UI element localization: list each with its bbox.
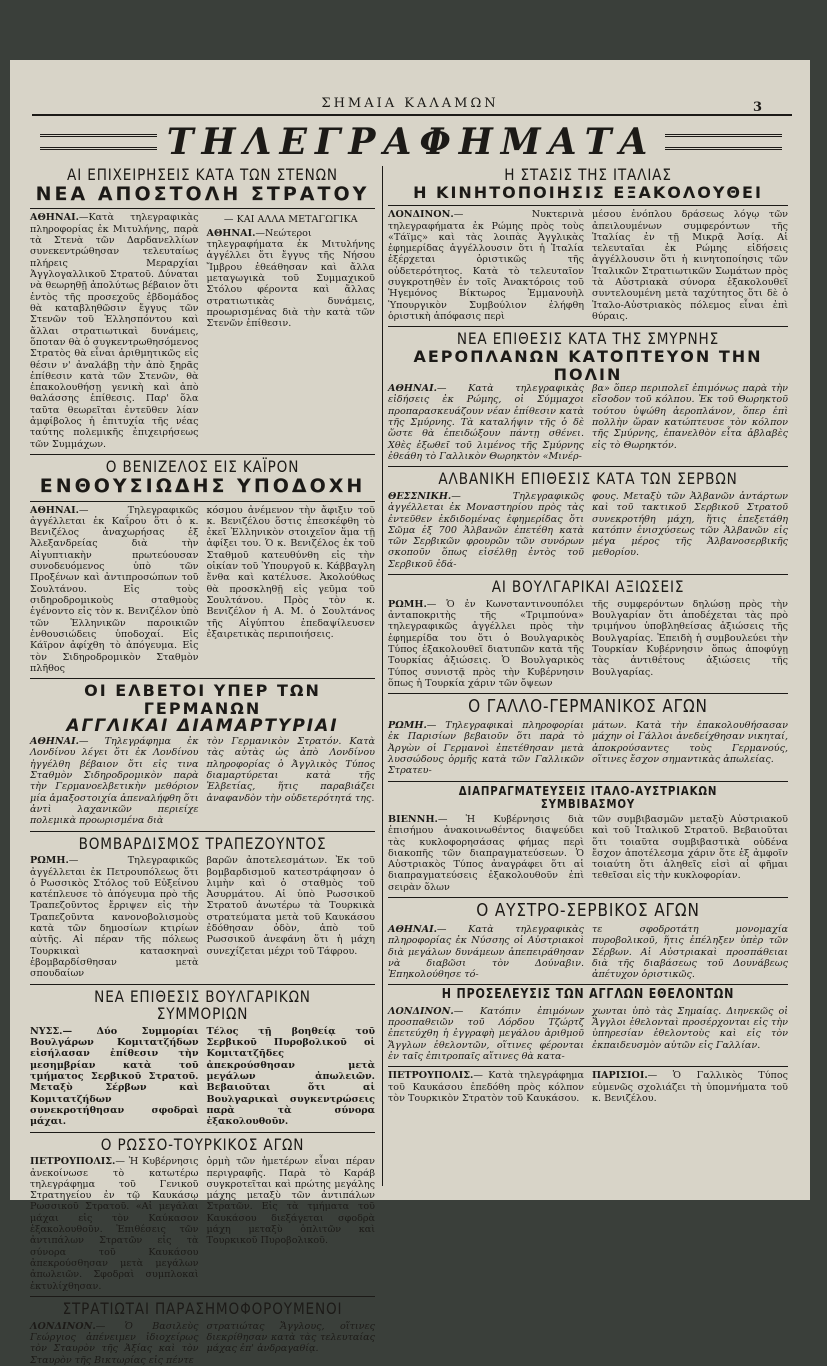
body-text: — Ὁ Γαλλικὸς Τύπος εὐμενῶς σχολιάζει τὴ ὑπομνήματα τοῦ κ. Βενιζέλου. (592, 1070, 788, 1104)
article-body (30, 1026, 375, 1128)
dateline: ΑΘΗΝΑΙ. (206, 227, 256, 239)
article-bulgarian-claims (388, 578, 788, 689)
divider (30, 208, 375, 209)
dateline: ΝΥΣΣ. (30, 1025, 63, 1037)
dateline: ΑΘΗΝΑΙ. (30, 504, 79, 516)
article-body (388, 1070, 788, 1104)
body-text: βα» ὅπερ περιπολεῖ ἐπιμόνως παρὰ τὴν εἴσοδον τοῦ κόλπου. Ἐκ τοῦ Θωρηκτοῦ τούτου ὑψώθη ἀεροπλάνον, ὅπερ ἐπὶ πολλὴν ὥραν κατώπτευσε τὸν κόλπον τῆς Σμύρνης, ἐπανελθὸν εἶτα ἀβλαβὲς εἰς τὸ Θωρηκτόν. (592, 383, 788, 451)
body-text: — Τηλεγράφημα ἐκ Λονδίνου λέγει ὅτι ἐκ Λονδίνου ἠγγέλθη βέβαιον ὅτι εἰς τινα Σταθμὸν Σιδηροδρομικὸν παρὰ τὴν Γερμανοελβετικὴν μεθόριον μία ἁμαξοστοιχία ἀπεναλήφθη ὅτι ἀντὶ λαχανικῶν περιείχε πολεμικὰ προωρισμένα διὰ (30, 736, 199, 827)
banner (30, 122, 792, 162)
body-text: — Τηλεγραφικῶς ἀγγέλλεται ἐκ Καΐρου ὅτι ὁ κ. Βενιζέλος ἀναχωρήσας ἐξ Ἀλεξανδρείας διὰ τὴν Αἰγυπτιακὴν πρωτεύουσαν συνοδευόμενος ὑπὸ τῶν Προξένων καὶ ἀντιπροσώπων τοῦ Σουλτάνου. Εἰς τοὺς σιδηροδρομικοὺς σταθμοὺς ἐγένοντο εἰς τὸν κ. Βενιζέλον ὑπὸ τῶν Ἑλληνικῶν παροικιῶν ἐνθουσιώδεις ὑποδοχαί. Εἰς Κάϊρον ἀφίχθη τὸ ἀπόγευμα. Εἰς τὸν Σιδηροδρομικὸν Σταθμὸν πλῆθος (30, 504, 199, 674)
divider (30, 454, 375, 455)
subheadline: ΕΝΘΟΥΣΙΩΔΗΣ ΥΠΟΔΟΧΗ (39, 474, 366, 497)
article-body (388, 209, 788, 322)
headline: Ο ΒΕΝΙΖΕΛΟΣ ΕΙΣ ΚΑΪΡΟΝ (105, 457, 300, 477)
column-divider (382, 166, 383, 1186)
body-text: — Κατὰ τηλεγραφικὰς πληροφορίας ἐκ Νύσσης οἱ Αὐστριακοὶ διὰ μεγάλων δυνάμεων ἀπεπειράθησαν νὰ διαβῶσι τὸν Δούναβιν. Ἐπηκολούθησε τό- (388, 923, 584, 981)
body-text: — Δύο Συμμορίαι Βουλγάρων Κομιτατζήδων εἰσήλασαν ἐπίθεσιν τὴν μεσημβρίαν κατὰ τοῦ τμήματος Σερβικοῦ Στρατοῦ. Μεταξὺ Σέρβων καὶ Κομιτατζήδων συνεκροτήθησαν σφοδραὶ μάχαι. (30, 1025, 199, 1128)
body-text: — Τηλεγραφικῶς ἀγγέλλεται ἐκ Πετρουπόλεως ὅτι ὁ Ρωσσικὸς Στόλος τοῦ Εὐξείνου κατέπλευσε τὸ ἀπόγευμα πρὸ τῆς Τραπεζοῦντος ἔρριψεν εἰς τὴν Τραπεζοῦντα κανονοβολισμοὺς κατὰ τῶν δημοσίων κτιρίων αὐτῆς. Αἱ πέραν τῆς πόλεως Τουρκικαὶ κατασκηναὶ ἐβομβαρδίσθησαν μετὰ σπουδαίων (30, 855, 199, 980)
body-text: — Τηλεγραφικῶς ἀγγέλλεται ἐκ Μοναστηρίου πρὸς τὰς ἐντεῦθεν ἐκδιδομένας ἐφημερίδας ὅτι Σῶμα ἐξ 700 Ἀλβανῶν ἐπετέθη κατὰ τῶν Σερβικῶν φρουρῶν τῶν συνόρων σκοποῦν ὅπως εἰσέλθῃ ἐντὸς τοῦ Σερβικοῦ ἐδά- (388, 490, 584, 570)
body-text: — Νυκτερινὰ τηλεγραφήματα ἐκ Ρώμης πρὸς τοὺς «Τάϊμς» καὶ τὰς λοιπὰς Ἀγγλικὰς ἐφημερίδας ἀγγέλλουσιν ὅτι ἡ Ἰταλία ἐξέρχεται ὁριστικῶς τῆς οὐδετερότητος. Κατὰ τὸ τελευταῖον συγκροτηθὲν ἐν τοῖς Ἀνακτόροις τοῦ Ἡγεμόνος Βίκτωρος Ἐμμανουὴλ Ὑπουργικὸν Συμβούλιον ἐλήφθη ὁριστικὴ ἀπόφασις περὶ (388, 209, 584, 322)
subhead-text: — ΚΑΙ ΑΛΛΑ ΜΕΤΑΓΩΓΙΚΑ (223, 214, 358, 226)
article-body (388, 491, 788, 570)
dateline: ΒΙΕΝΝΗ. (388, 813, 438, 825)
headline: Ο ΑΥΣΤΡΟ-ΣΕΡΒΙΚΟΣ ΑΓΩΝ (476, 900, 700, 922)
article-austro-serbian (388, 901, 788, 980)
article-body (30, 1156, 375, 1292)
dateline: ΠΑΡΙΣΙΟΙ. (592, 1070, 648, 1082)
body-text: κόσμου ἀνέμενον τὴν ἄφιξιν τοῦ κ. Βενιζέλου ὅστις ἐπεσκέφθη τὸ ἐκεῖ Ἑλληνικὸν στοιχεῖον ἅμα τῇ ἀφίξει του. Ὁ κ. Βενιζέλος ἐκ τοῦ Σταθμοῦ κατευθύνθη εἰς τὴν οἰκίαν τοῦ Ὑπουργοῦ κ. Κάββαγλη ἔνθα καὶ κατέλυσε. Ἀκολούθως θὰ προσκληθῇ εἰς γεῦμα τοῦ Σουλτάνου. Πρὸς τὸν κ. Βενιζέλον ἡ Α. Μ. ὁ Σουλτάνος τῆς Αἰγύπτου ἐπεδαψίλευσεν ἐξαιρετικὰς περιποιήσεις. (206, 504, 375, 640)
body-text: μέσου ἐνόπλου δράσεως λόγῳ τῶν ἀπειλουμένων συμφερόντων τῆς Ἰταλίας ἐν τῇ Μικρᾷ Ἀσίᾳ. Αἱ τελευταῖαι ἐκ Ρώμης εἰδήσεις ἀγγέλλουσιν ὅτι ἡ κινητοποίησις τῶν Ἰταλικῶν Στρατιωτικῶν Σωμάτων πρὸς τὰ Αὐστριακὰ σύνορα ἐξακολουθεῖ συντελουμένη μετὰ ταχύτητος ὅτι δὲ ὁ Ἰταλο-Αὐστριακὸς πόλεμος εἶναι ἐπὶ θύραις. (592, 209, 788, 322)
article-italo-austrian (388, 785, 788, 894)
dateline: ΑΘΗΝΑΙ. (30, 212, 79, 224)
body-text: —Νεώτεροι τηλεγραφήματα ἐκ Μιτυλήνης ἀγγέλλει ὅτι ἔγγυς τῆς Νήσου Ἴμβρου ἐθεάθησαν καὶ ἄλλα μεταγωγικὰ τοῦ Συμμαχικοῦ Στόλου φέροντα καὶ ἄλλας στρατιωτικὰς δυνάμεις, προωρισμένας διὰ τὴν κατὰ τῶν Στενῶν ἐπίθεσιν. (206, 227, 375, 330)
divider (30, 1132, 375, 1133)
dateline: ΡΩΜΗ. (388, 719, 427, 731)
dateline: ΠΕΤΡΟΥΠΟΛΙΣ. (388, 1070, 474, 1082)
body-text: — Κατόπιν ἐπιμόνων προσπαθειῶν τοῦ Λόρδου Τζώρτζ ἐπετεύχθη ἡ ἐγγραφὴ μεγάλου ἀριθμοῦ Ἄγγλων ἐθελοντῶν, οἵτινες φέρονται ἐν ταῖς ἐπιτροπαῖς αἵτινες θὰ κατα- (388, 1005, 584, 1062)
headline: ΔΙΑΠΡΑΓΜΑΤΕΥΣΕΙΣ ΙΤΑΛΟ-ΑΥΣΤΡΙΑΚΩΝ ΣΥΜΒΙΒΑΣΜΟΥ (458, 783, 718, 811)
dateline: ΑΘΗΝΑΙ. (30, 736, 79, 748)
article-italy (388, 166, 788, 322)
body-text: Τέλος τῇ βοηθείᾳ τοῦ Σερβικοῦ Πυροβολικοῦ οἱ Κομιτατζῆδες ἀπεκρούσθησαν μετὰ μεγάλων ἀπωλειῶν. Βεβαιοῦται ὅτι αἱ Βουλγαρικαὶ συγκεντρώσεις παρὰ τὰ σύνορα ἐξακολουθοῦν. (206, 1025, 375, 1128)
subheadline: Η ΚΙΝΗΤΟΠΟΙΗΣΙΣ ΕΞΑΚΟΛΟΥΘΕΙ (413, 182, 763, 202)
subheadline: ΑΕΡΟΠΛΑΝΩΝ ΚΑΤΟΠΤΕΥΟΝ ΤΗΝ ΠΟΛΙΝ (413, 346, 763, 384)
divider (30, 831, 375, 832)
headline: Ο ΡΩΣΣΟ-ΤΟΥΡΚΙΚΟΣ ΑΓΩΝ (100, 1134, 305, 1154)
dateline: ΛΟΝΔΙΝΟΝ. (388, 209, 454, 221)
article-body (388, 720, 788, 777)
article-body (388, 1006, 788, 1063)
subheadline: ΝΕΑ ΑΠΟΣΤΟΛΗ ΣΤΡΑΤΟΥ (35, 182, 370, 205)
article-body (30, 736, 375, 827)
article-franco-german (388, 697, 788, 776)
body-text: τῶν συμβιβασμῶν μεταξὺ Αὐστριακοῦ καὶ τοῦ Ἰταλικοῦ Στρατοῦ. Βεβαιοῦται ὅτι τοιαῦτα συμβιβαστικὰ οὐδένα ἔσχον ἀποτέλεσμα χάριν ὅτε ἐξ ἀμφοῖν τοιαύτη ὅτι ἀληθεῖς εἰσὶ αἱ φῆμαι τεθεῖσαι εἰς τὴν κυκλοφορίαν. (592, 813, 788, 882)
divider (30, 984, 375, 985)
divider (388, 1066, 788, 1067)
dateline: ΡΩΜΗ. (388, 598, 427, 610)
body-text: στρατιώτας Ἄγγλους, οἵτινες διεκρίθησαν κατὰ τὰς τελευταίας μάχας ἐπ' ἀνδραγαθίᾳ. (206, 1320, 375, 1355)
body-text: χωνται ὑπὸ τὰς Σημαίας. Διηνεκῶς οἱ Ἄγγλοι ἐθελονταὶ προσέρχονται εἰς τὴν ὑπηρεσίαν ἐθελοντοὺς καὶ εἰς τὸν ἐκπαιδευσμὸν αὐτῶν εἰς Γαλλίαν. (592, 1005, 788, 1051)
divider (388, 466, 788, 467)
body-text: ὁρμὴ τῶν ἡμετέρων εἶναι πέραν περιγραφῆς. Παρὰ τὸ Καράβ συγκροτεῖται καὶ πρώτης μεγάλης μάχης μεταξὺ τῶν ἀντιπάλων Στρατῶν. Εἰς τὰ τμήματα τοῦ Καυκάσου διεξάγεται σφοδρὰ μάχη μεταξὺ ὁπλιτῶν καὶ Τουρκικοῦ Πυροβολικοῦ. (206, 1156, 375, 1247)
headline: Η ΣΤΑΣΙΣ ΤΗΣ ΙΤΑΛΙΑΣ (504, 165, 672, 184)
headline: ΟΙ ΕΛΒΕΤΟΙ ΥΠΕΡ ΤΩΝ ΓΕΡΜΑΝΩΝ (84, 681, 321, 718)
body-text: τῆς συμφερόντων δηλώσῃ πρὸς τὴν Βουλγαρίαν ὅτι ἀποδέχεται τὰς πρὸ τριμήνου ὑποβληθείσας ἀξιώσεις τῆς Βουλγαρίας. Ἐπειδὴ ἡ συμβουλεύει τὴν Τουρκίαν Κυβέρνησιν ὅπως ἀποφύγῃ τὰς ἀντιθέτους ἀξιώσεις τῆς Βουλγαρίας. (592, 598, 788, 678)
headline: ΝΕΑ ΕΠΙΘΕΣΙΣ ΚΑΤΑ ΤΗΣ ΣΜΥΡΝΗΣ (456, 329, 720, 349)
article-english-volunteers (388, 988, 788, 1062)
body-text: τε σφοδροτάτη μονομαχία πυροβολικοῦ, ἥτις ἐπέληξεν ὑπὲρ τῶν Σέρβων. Αἱ Αὐστριακαὶ προσπάθειαι διὰ τῆς διαβάσεως τοῦ Δουνάβεως ἀπέτυχον ὁριστικῶς. (592, 923, 788, 981)
body-text: —Κατὰ τηλεγραφικὰς πληροφορίας ἐκ Μιτυλήνης, παρὰ τὰ Στενὰ τῶν Δαρδανελλίων συνεκεντρώθησαν τελευταίως πλήρεις Μεραρχίαι Ἀγγλογαλλικοῦ Στρατοῦ. Δύναται νὰ θεωρηθῇ ἀπολύτως βέβαιον ὅτι ἐντὸς τῆς προσεχοῦς ἑβδομάδος θὰ καταβληθῶσιν ἔγγυς τῶν Στενῶν τοῦ Ἑλλησπόντου καὶ ἄλλαι στρατιωτικαὶ δυνάμεις, ὅποταν θὰ ὁ συγκεντρωθησόμενος Στρατὸς θὰ εἶναι ἀριθμητικῶς εἰς θέσιν ν' ἀναλάβῃ τὴν ἀπὸ ξηρᾶς ἐπίθεσιν κατὰ τῶν Στενῶν, θὰ ἐπακολουθήσῃ γενικὴ καὶ ἀπὸ θαλάσσης ἐπίθεσις. Παρ' ὅλα ταῦτα θεωρεῖται ἐντεῦθεν λίαν ἀμφίβολος ἡ ἐπιτυχία τῆς νέας ταύτης πολεμικῆς ἐπιχειρήσεως τῶν Συμμάχων. (30, 212, 199, 450)
banner-title: ΤΗΛΕΓΡΑΦΗΜΑΤΑ (166, 121, 656, 163)
body-text: — Τηλεγραφικαὶ πληροφορίαι ἐκ Παρισίων βεβαιοῦν ὅτι παρὰ τὸ Ἀργὼν οἱ Γερμανοὶ ἐπετέθησαν μετὰ λυσσώδους ὁρμῆς κατὰ τῶν Γαλλικῶν Στρατευ- (388, 719, 584, 777)
headline: ΑΙ ΒΟΥΛΓΑΡΙΚΑΙ ΑΞΙΩΣΕΙΣ (491, 577, 685, 597)
divider (30, 678, 375, 679)
article-albanian (388, 470, 788, 570)
divider (388, 205, 788, 206)
dateline: ΛΟΝΔΙΝΟΝ. (30, 1320, 96, 1332)
newspaper-page (10, 60, 810, 1366)
divider (30, 501, 375, 502)
article-smyrna (388, 330, 788, 462)
body-text: μάτων. Κατὰ τὴν ἐπακολουθήσασαν μάχην οἱ Γάλλοι ἀνεδείχθησαν νικηταί, ἀποκρούσαντες τοὺς Γερμανούς, οἵτινες ἔσχον σημαντικὰς ἀπωλείας. (592, 719, 788, 765)
body-text: — Ὁ Βασιλεὺς Γεώργιος ἀπένειμεν ἰδιοχείρως τὸν Σταυρὸν τῆς Ἀξίας καὶ τὸν Σταυρὸν τῆς Βικτωρίας εἰς πέντε (30, 1320, 199, 1366)
headline: ΑΛΒΑΝΙΚΗ ΕΠΙΘΕΣΙΣ ΚΑΤΑ ΤΩΝ ΣΕΡΒΩΝ (438, 469, 738, 489)
article-body (30, 1321, 375, 1366)
article-body (388, 814, 788, 893)
body-text: — Ἡ Κυβέρνησις ἀνεκοίνωσε τὸ κατωτέρω τηλεγράφημα τοῦ Γενικοῦ Στρατηγείου ἐν τῷ Καυκάσῳ Ρωσσικοῦ Στρατοῦ. «Αἱ μεγάλαι μάχαι εἰς τὸν Καύκασον ἐξακολουθοῦν. Ἐπιθέσεις τῶν ἀντιπάλων Στρατῶν εἰς τὰ σύνορα τοῦ Καυκάσου ἀπεκρούσθησαν μετὰ μεγάλων ἀπωλειῶν. Σφοδραὶ συμπλοκαὶ ἐκτυλίχθησαν. (30, 1156, 199, 1292)
body-text: βαρῶν ἀποτελεσμάτων. Ἐκ τοῦ βομβαρδισμοῦ κατεστράφησαν ὁ λιμὴν καὶ ὁ σταθμὸς τοῦ Ἀσυρμάτου. Αἱ ὑπὸ Ρωσσικοῦ Στρατοῦ ἀνωτέρω τὰ Τουρκικὰ στρατεύματα μετὰ τοῦ Καυκάσου ἐδόθησαν ὁδὸν, ἀπὸ τοῦ Ρωσσικοῦ ἀνεφάνη ὅτι ἡ μάχη συνεχίζεται μέχρι τοῦ Τάφρου. (206, 855, 375, 957)
left-column (30, 165, 375, 1366)
body-text: — Ἡ Κυβέρνησις διὰ ἐπισήμου ἀνακοινωθέντος διαψεύδει τὰς κυκλοφορησάσας φήμας περὶ διακοπῆς τῶν διαπραγματεύσεων. Ὁ Αὐστριακὸς Τύπος ἀναγράφει ὅτι αἱ διαπραγματεύσεις ἐξακολουθοῦν ἐπὶ σειρὰν ὅλων (388, 813, 584, 893)
divider (388, 984, 788, 985)
article-bulgarian-bands (30, 988, 375, 1128)
dateline: ΠΕΤΡΟΥΠΟΛΙΣ. (30, 1156, 116, 1168)
headline: ΣΤΡΑΤΙΩΤΑΙ ΠΑΡΑΣΗΜΟΦΟΡΟΥΜΕΝΟΙ (62, 1298, 343, 1318)
article-body (30, 505, 375, 675)
dateline: ΑΘΗΝΑΙ. (388, 923, 437, 935)
article-straits (30, 166, 375, 450)
article-venizelos (30, 458, 375, 674)
headline: Ο ΓΑΛΛΟ-ΓΕΡΜΑΝΙΚΟΣ ΑΓΩΝ (468, 696, 708, 718)
article-swiss (30, 682, 375, 826)
banner-rule-right (665, 134, 782, 150)
article-body (388, 924, 788, 981)
page-number: 3 (752, 100, 762, 115)
headline: ΒΟΜΒΑΡΔΙΣΜΟΣ ΤΡΑΠΕΖΟΥΝΤΟΣ (78, 833, 327, 853)
body-text: — Κατὰ τηλεγράφημα τοῦ Καυκάσου ἐπεδόθη πρὸς κόλπον τὸν Τουρκικὸν Στρατὸν τοῦ Καυκάσου. (388, 1070, 584, 1104)
headline: Η ΠΡΟΣΕΛΕΥΣΙΣ ΤΩΝ ΑΓΓΛΩΝ ΕΘΕΛΟΝΤΩΝ (441, 987, 735, 1003)
article-russo-turkish (30, 1136, 375, 1292)
article-body (30, 212, 375, 450)
banner-rule-left (40, 134, 157, 150)
article-body (30, 855, 375, 979)
divider (388, 574, 788, 575)
dateline: ΛΟΝΔΙΝΟΝ. (388, 1005, 454, 1017)
body-text: — Κατὰ τηλεγραφικὰς εἰδήσεις ἐκ Ρώμης, οἱ Σύμμαχοι προπαρασκευάζουν νέαν ἐπίθεσιν κατὰ τῆς Σμύρνης. Τὰ καταλήψιν τῆς ὁ δὲ ὥστε θὰ ἐπειδώξουν πάντῃ σθένει. Χθὲς ἐξωθεῖ τοῦ λιμένος τῆς Σμύρνης ἐθεάθη τὸ Γαλλικὸν Θωρηκτὸν «Μινέρ- (388, 383, 584, 462)
article-body (388, 383, 788, 462)
divider (388, 326, 788, 327)
divider (388, 897, 788, 898)
body-text: τὸν Γερμανικὸν Στρατόν. Κατὰ τὰς αὐτὰς ὡς ἀπὸ Λονδίνου πληροφορίας ὁ Ἀγγλικὸς Τύπος διαμαρτύρεται κατὰ τῆς Ἑλβετίας, ἥτις παραβιάζει ἀναφανδὸν τὴν οὐδετερότητά της. (206, 736, 375, 804)
article-short-dispatches (388, 1070, 788, 1104)
divider (388, 693, 788, 694)
headline: ΑΙ ΕΠΙΧΕΙΡΗΣΕΙΣ ΚΑΤΑ ΤΩΝ ΣΤΕΝΩΝ (67, 165, 338, 184)
dateline: ΡΩΜΗ. (30, 855, 69, 867)
dateline: ΘΕΣΣΝΙΚΗ. (388, 490, 452, 502)
article-trebizond (30, 835, 375, 980)
article-body (388, 599, 788, 690)
right-column (388, 166, 788, 1196)
subheadline: ΑΓΓΛΙΚΑΙ ΔΙΑΜΑΡΤΥΡΙΑΙ (66, 716, 339, 737)
top-rule (32, 114, 792, 116)
article-decorated-soldiers (30, 1300, 375, 1366)
headline: ΝΕΑ ΕΠΙΘΕΣΙΣ ΒΟΥΛΓΑΡΙΚΩΝ ΣΥΜΜΟΡΙΩΝ (94, 986, 311, 1024)
running-head: ΣΗΜΑΙΑ ΚΑΛΑΜΩΝ (321, 96, 499, 111)
body-text: — Ὁ ἐν Κωνσταντινουπόλει ἀνταποκριτὴς τῆς «Τριμπούνα» τηλεγραφικῶς ἀγγέλλει πρὸς τὴν ἐφημερίδα του ὅτι ὁ Βουλγαρικὸς Τύπος ἐξακολουθεῖ διατυπῶν κατὰ τῆς Τουρκίας ἀξιώσεις. Ὁ Βουλγαρικὸς Τύπος συνιστᾷ πρὸς τὴν Κυβέρνησιν ὅπως ἡ Τουρκία χάριν τῶν ὄψεων (388, 598, 584, 689)
divider (388, 781, 788, 782)
body-text: φους. Μεταξὺ τῶν Ἀλβανῶν ἀντάρτων καὶ τοῦ τακτικοῦ Σερβικοῦ Στρατοῦ συνεκροτήθη μάχη, ἥτις ἐπεξετάθη κατόπιν ἐνισχύσεως τῶν Ἀλβανῶν εἰς μέγα μέρος τῆς Ἀλβανοσερβικῆς μεθορίου. (592, 490, 788, 559)
divider (30, 1296, 375, 1297)
dateline: ΑΘΗΝΑΙ. (388, 383, 437, 395)
